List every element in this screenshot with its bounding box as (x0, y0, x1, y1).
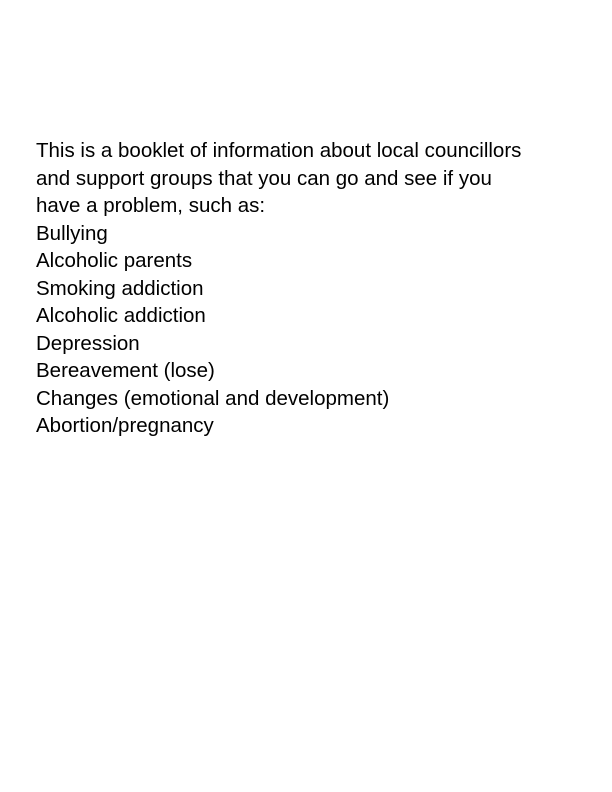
paragraph-line: and support groups that you can go and see if you (36, 166, 492, 190)
booklet-intro-text-block (36, 137, 592, 440)
paragraph-line: This is a booklet of information about local councillors (36, 139, 522, 162)
list-item-abortion-pregnancy: Abortion/pregnancy (36, 414, 214, 437)
list-item-alcoholic-addiction: Alcoholic addiction (36, 304, 206, 327)
list-item-smoking-addiction: Smoking addiction (36, 276, 204, 300)
list-item-changes: Changes (emotional and development) (36, 386, 390, 410)
list-item-depression: Depression (36, 331, 140, 355)
list-item-alcoholic-parents: Alcoholic parents (36, 249, 193, 272)
list-item-bereavement: Bereavement (lose) (36, 359, 215, 382)
list-item-bullying: Bullying (36, 221, 108, 245)
paragraph-line: have a problem, such as: (36, 194, 266, 217)
